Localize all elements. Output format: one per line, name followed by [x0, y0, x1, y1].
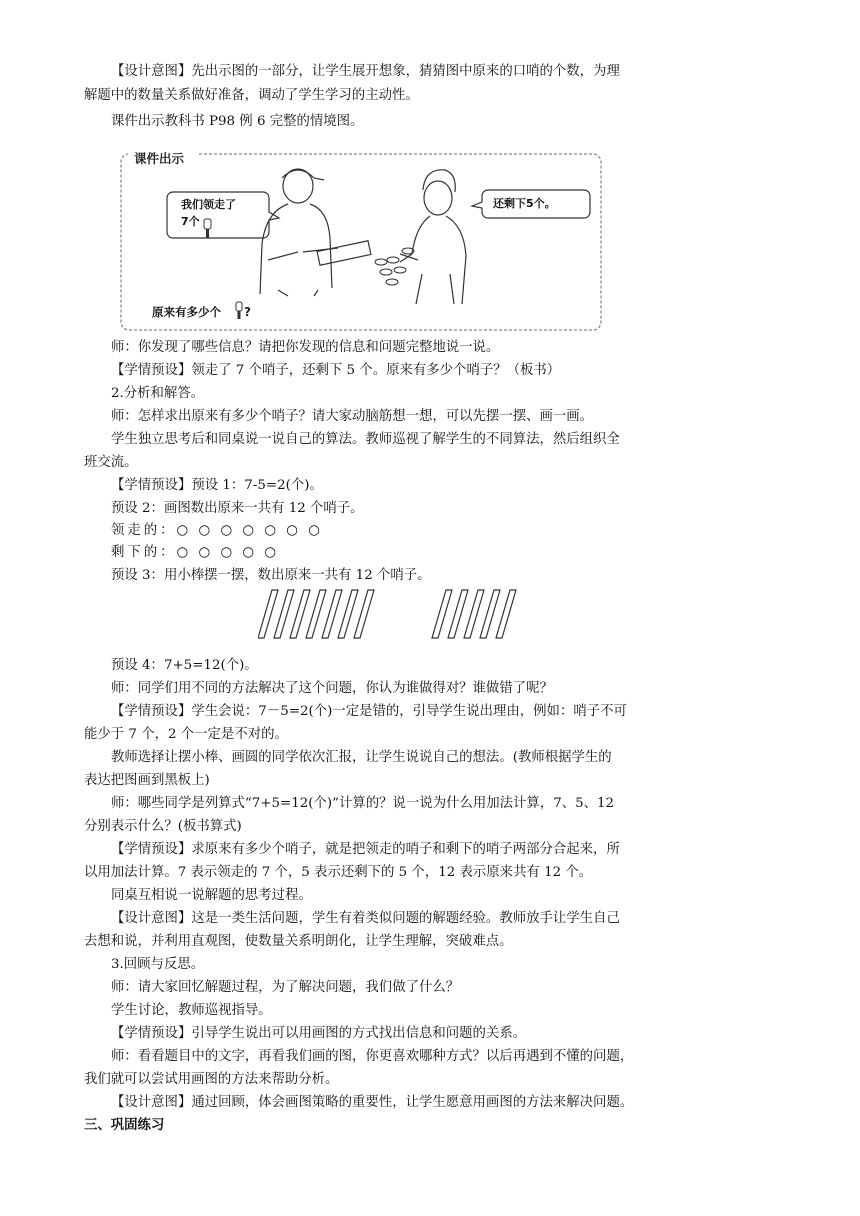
paragraph: 【学情预设】领走了 7 个哨子，还剩下 5 个。原来有多少个哨子？（板书） [111, 363, 561, 378]
woman-figure [400, 170, 466, 304]
paragraph: 我们就可以尝试用画图的方法来帮助分析。 [84, 1072, 339, 1087]
paragraph: 分别表示什么？(板书算式) [84, 819, 242, 834]
illustration-question: 原来有多少个 [152, 305, 221, 319]
paragraph: 【设计意图】通过回顾，体会画图策略的重要性，让学生愿意用画图的方法来解决问题。 [111, 1095, 634, 1110]
paragraph: 【学情预设】求原来有多少个哨子，就是把领走的哨子和剩下的哨子两部分合起来，所 [111, 842, 620, 857]
whistles-group [375, 248, 414, 285]
paragraph: 解题中的数量关系做好准备，调动了学生学习的主动性。 [84, 88, 419, 103]
paragraph: 教师选择让摆小棒、画圆的同学依次汇报，让学生说说自己的想法。(教师根据学生的 [111, 750, 612, 765]
paragraph: 预设 2：画图数出原来一共有 12 个哨子。 [111, 501, 364, 516]
paragraph: 师：你发现了哪些信息？请把你发现的信息和问题完整地说一说。 [111, 340, 500, 355]
paragraph: 表达把图画到黑板上) [84, 773, 210, 788]
bubble-left-line1: 我们领走了 [181, 198, 236, 211]
paragraph: 【学情预设】预设 1：7-5=2(个)。 [111, 478, 323, 493]
section-heading: 3.回顾与反思。 [111, 957, 205, 972]
paragraph: 师：看看题目中的文字，再看我们画的图，你更喜欢哪种方式？以后再遇到不懂的问题， [111, 1049, 634, 1064]
paragraph: 【学情预设】引导学生说出可以用画图的方式找出信息和问题的关系。 [111, 1026, 527, 1041]
svg-text:?: ? [244, 305, 251, 319]
paragraph: 预设 3：用小棒摆一摆，数出原来一共有 12 个哨子。 [111, 568, 431, 583]
paragraph: 学生讨论，教师巡视指导。 [111, 1003, 272, 1018]
bubble-right: 还剩下5个。 [493, 197, 556, 210]
paragraph: 师：怎样求出原来有多少个哨子？请大家动脑筋想一想，可以先摆一摆、画一画。 [111, 409, 594, 424]
paragraph: 以用加法计算。7 表示领走的 7 个，5 表示还剩下的 5 个，12 表示原来共有 12 个。 [84, 865, 593, 880]
paragraph: 学生独立思考后和同桌说一说自己的算法。教师巡视了解学生的不同算法，然后组织全 [111, 432, 620, 447]
paragraph: 【设计意图】先出示图的一部分，让学生展开想象，猜猜图中原来的口哨的个数，为理 [111, 64, 620, 79]
paragraph: 同桌互相说一说解题的思考过程。 [111, 888, 312, 903]
paragraph: 【学情预设】学生会说：7－5=2(个)一定是错的，引导学生说出理由，例如：哨子不可 [111, 704, 627, 719]
bubble-left-line2: 7个 [181, 215, 200, 228]
section-heading: 三、巩固练习 [84, 1118, 165, 1133]
paragraph: 【设计意图】这是一类生活问题，学生有着类似问题的解题经验。教师放手让学生自己 [111, 911, 620, 926]
paragraph: 班交流。 [84, 455, 138, 470]
illustration-title: 课件出示 [134, 151, 185, 166]
paragraph: 课件出示教科书 P98 例 6 完整的情境图。 [111, 114, 364, 129]
boy-figure [260, 169, 371, 296]
section-heading: 2.分析和解答。 [111, 386, 205, 401]
paragraph: 师：同学们用不同的方法解决了这个问题，你认为谁做得对？谁做错了呢？ [111, 681, 553, 696]
paragraph: 预设 4：7+5=12(个)。 [111, 658, 258, 673]
paragraph: 师：请大家回忆解题过程，为了解决问题，我们做了什么？ [111, 980, 460, 995]
whistle-icon [236, 302, 251, 319]
circles-taken: 领走的：○ ○ ○ ○ ○ ○ ○ [111, 523, 323, 538]
paragraph: 师：哪些同学是列算式“7+5=12(个)”计算的？说一说为什么用加法计算，7、5、12 [111, 796, 615, 811]
circles-left: 剩下的：○ ○ ○ ○ ○ [111, 545, 280, 560]
paragraph: 能少于 7 个，2 个一定是不对的。 [84, 727, 288, 742]
sticks-illustration [258, 588, 528, 644]
paragraph: 去想和说，并利用直观图，使数量关系明朗化，让学生理解，突破难点。 [84, 934, 513, 949]
courseware-illustration [118, 150, 604, 333]
